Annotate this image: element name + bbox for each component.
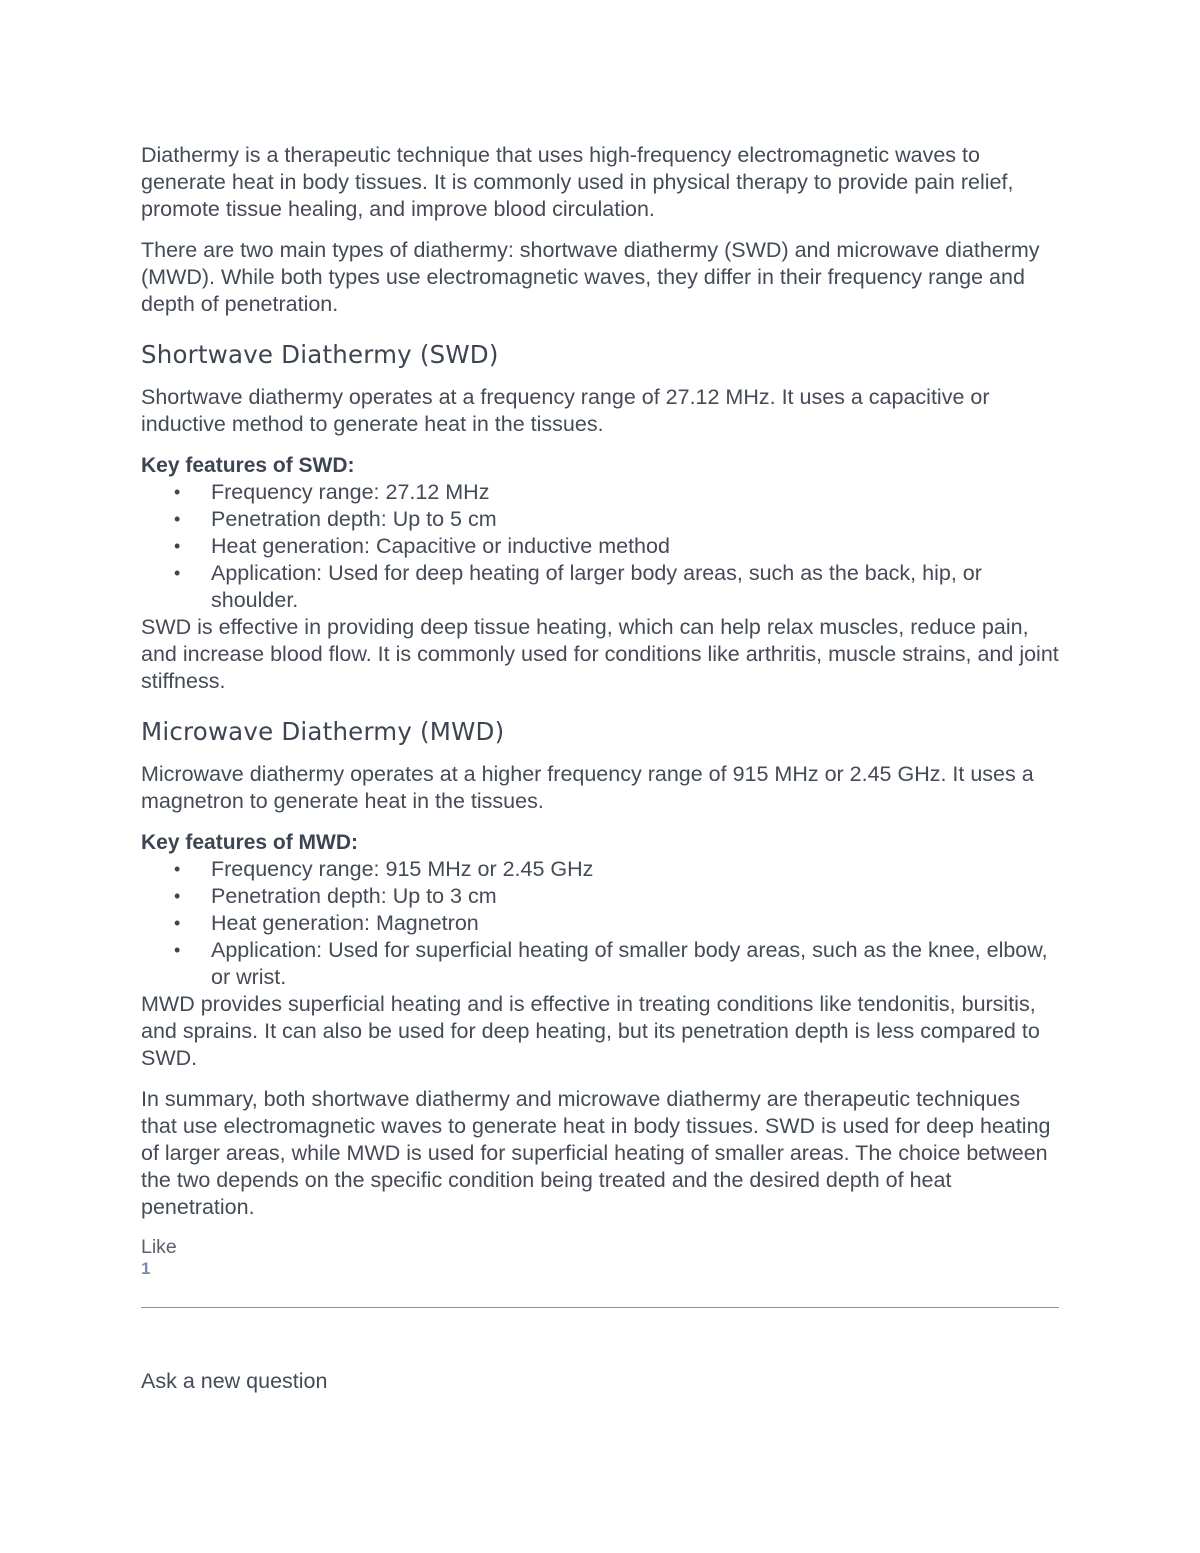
feature-text: Heat generation: Capacitive or inductive method	[211, 534, 670, 558]
feature-text: Application: Used for deep heating of larger body areas, such as the back, hip, or shoulder.	[211, 561, 982, 612]
list-item	[141, 856, 1061, 883]
like-button[interactable]: Like	[141, 1236, 177, 1258]
swd-summary: SWD is effective in providing deep tissue heating, which can help relax muscles, reduce pain, and increase blood flow. It is commonly used for conditions like arthritis, muscle strains, and joint stiffness.	[141, 615, 1059, 693]
bullet-icon: •	[174, 563, 181, 583]
mwd-summary: MWD provides superficial heating and is effective in treating conditions like tendonitis, bursitis, and sprains. It can also be used for deep heating, but its penetration depth is less compared to SWD.	[141, 992, 1040, 1070]
list-item	[141, 479, 1061, 506]
list-item	[141, 533, 1061, 560]
mwd-description: Microwave diathermy operates at a higher frequency range of 915 MHz or 2.45 GHz. It uses a magnetron to generate heat in the tissues.	[141, 762, 1034, 813]
bullet-icon: •	[174, 509, 181, 529]
feature-text: Frequency range: 915 MHz or 2.45 GHz	[211, 857, 594, 881]
feature-text: Penetration depth: Up to 3 cm	[211, 884, 497, 908]
like-count: 1	[141, 1259, 151, 1278]
mwd-heading: Microwave Diathermy (MWD)	[141, 717, 505, 746]
swd-feature-list	[141, 479, 1061, 614]
bullet-icon: •	[174, 913, 181, 933]
swd-description: Shortwave diathermy operates at a frequency range of 27.12 MHz. It uses a capacitive or inductive method to generate heat in the tissues.	[141, 385, 990, 436]
feature-text: Application: Used for superficial heating of smaller body areas, such as the knee, elbow, or wrist.	[211, 938, 1048, 989]
feature-text: Penetration depth: Up to 5 cm	[211, 507, 497, 531]
list-item	[141, 883, 1061, 910]
bullet-icon: •	[174, 859, 181, 879]
mwd-key-features-title: Key features of MWD:	[141, 831, 359, 854]
intro-paragraph-2: There are two main types of diathermy: shortwave diathermy (SWD) and microwave diathermy (MWD). While both types use electromagnetic waves, they differ in their frequency range and depth of penetration.	[141, 238, 1040, 316]
divider	[141, 1307, 1059, 1308]
bullet-icon: •	[174, 940, 181, 960]
feature-text: Frequency range: 27.12 MHz	[211, 480, 490, 504]
bullet-icon: •	[174, 536, 181, 556]
answer-content	[141, 142, 1061, 1395]
list-item	[141, 506, 1061, 533]
bullet-icon: •	[174, 886, 181, 906]
conclusion-paragraph: In summary, both shortwave diathermy and microwave diathermy are therapeutic techniques that use electromagnetic waves to generate heat in body tissues. SWD is used for deep heating of larger areas, while MWD is used for superficial heating of smaller areas. The choice between the two depends on the specific condition being treated and the desired depth of heat penetration.	[141, 1087, 1051, 1219]
swd-heading: Shortwave Diathermy (SWD)	[141, 340, 499, 369]
feature-text: Heat generation: Magnetron	[211, 911, 479, 935]
mwd-feature-list	[141, 856, 1061, 991]
list-item	[141, 937, 1061, 991]
list-item	[141, 910, 1061, 937]
swd-key-features-title: Key features of SWD:	[141, 454, 355, 477]
bullet-icon: •	[174, 482, 181, 502]
ask-new-question-link[interactable]: Ask a new question	[141, 1369, 328, 1393]
list-item	[141, 560, 1061, 614]
intro-paragraph-1: Diathermy is a therapeutic technique that uses high-frequency electromagnetic waves to generate heat in body tissues. It is commonly used in physical therapy to provide pain relief, promote tissue healing, and improve blood circulation.	[141, 143, 1014, 221]
